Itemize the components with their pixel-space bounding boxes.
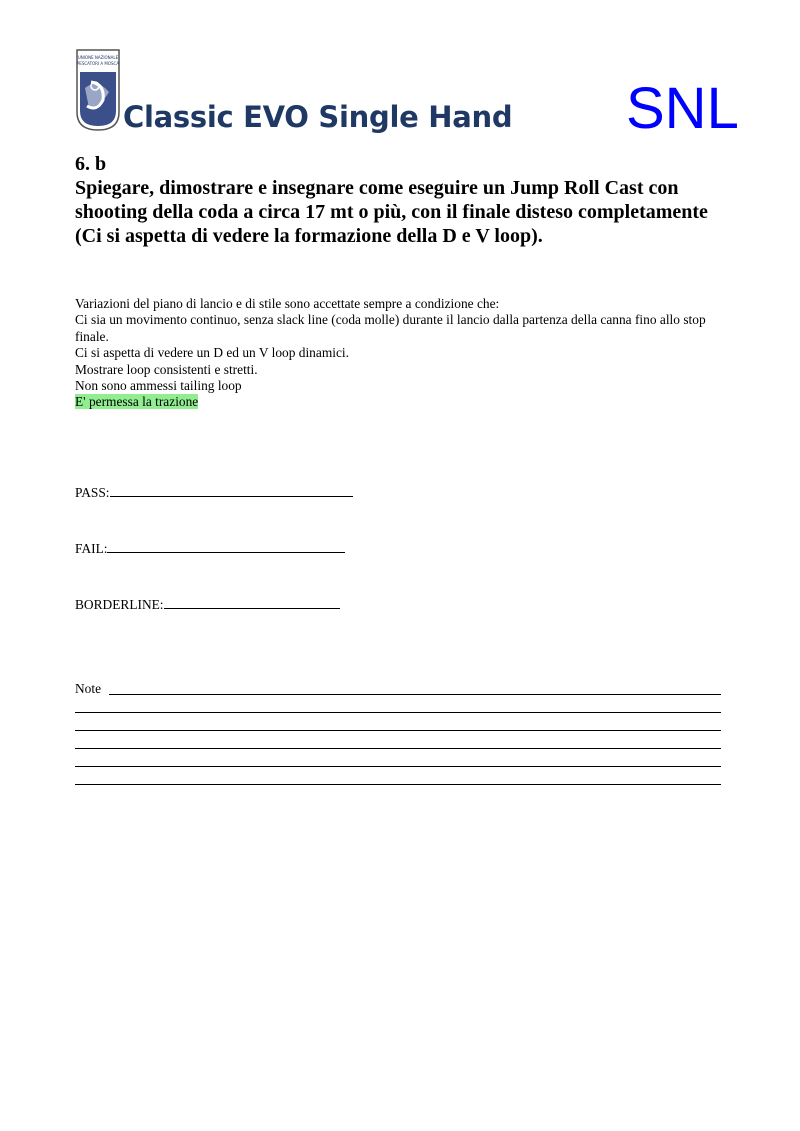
notes-line[interactable] (75, 784, 721, 785)
pass-field[interactable] (75, 482, 353, 501)
condition-line-2: Ci si aspetta di vedere un D ed un V loop dinamici. (75, 345, 349, 361)
condition-line-1: Ci sia un movimento continuo, senza slack line (coda molle) durante il lancio dalla partenza della canna fino allo stop finale. (75, 312, 706, 344)
logo-text-line1: UNIONE NAZIONALE (77, 55, 119, 60)
unpam-logo (75, 48, 121, 132)
notes-line[interactable] (109, 694, 721, 695)
conditions-intro: Variazioni del piano di lancio e di stile sono accettate sempre a condizione che: (75, 296, 500, 311)
borderline-label: BORDERLINE: (75, 597, 164, 612)
notes-line[interactable] (75, 766, 721, 767)
notes-line[interactable] (75, 712, 721, 713)
notes-line[interactable] (75, 730, 721, 731)
borderline-field[interactable] (75, 594, 340, 613)
pass-blank[interactable] (110, 482, 353, 497)
highlighted-condition: E' permessa la trazione (75, 394, 199, 410)
page-title: Classic EVO Single Hand (123, 100, 513, 134)
fail-label: FAIL: (75, 541, 108, 556)
question-number: 6. b (75, 153, 107, 175)
fail-field[interactable] (75, 538, 345, 557)
fail-blank[interactable] (107, 538, 345, 553)
pass-label: PASS: (75, 485, 110, 500)
question-text: Spiegare, dimostrare e insegnare come eseguire un Jump Roll Cast con shooting della coda a circa 17 mt o più, con il finale disteso completamente (Ci si aspetta di vedere la formazione della D e V loop). (75, 177, 708, 247)
notes-line[interactable] (75, 748, 721, 749)
logo-text-line2: PESCATORI A MOSCA (76, 61, 120, 66)
conditions-block (75, 296, 725, 411)
borderline-blank[interactable] (164, 594, 340, 609)
condition-line-3: Mostrare loop consistenti e stretti. (75, 361, 258, 377)
condition-line-4: Non sono ammessi tailing loop (75, 378, 242, 394)
level-code: SNL (626, 76, 739, 141)
notes-label: Note (75, 681, 102, 696)
